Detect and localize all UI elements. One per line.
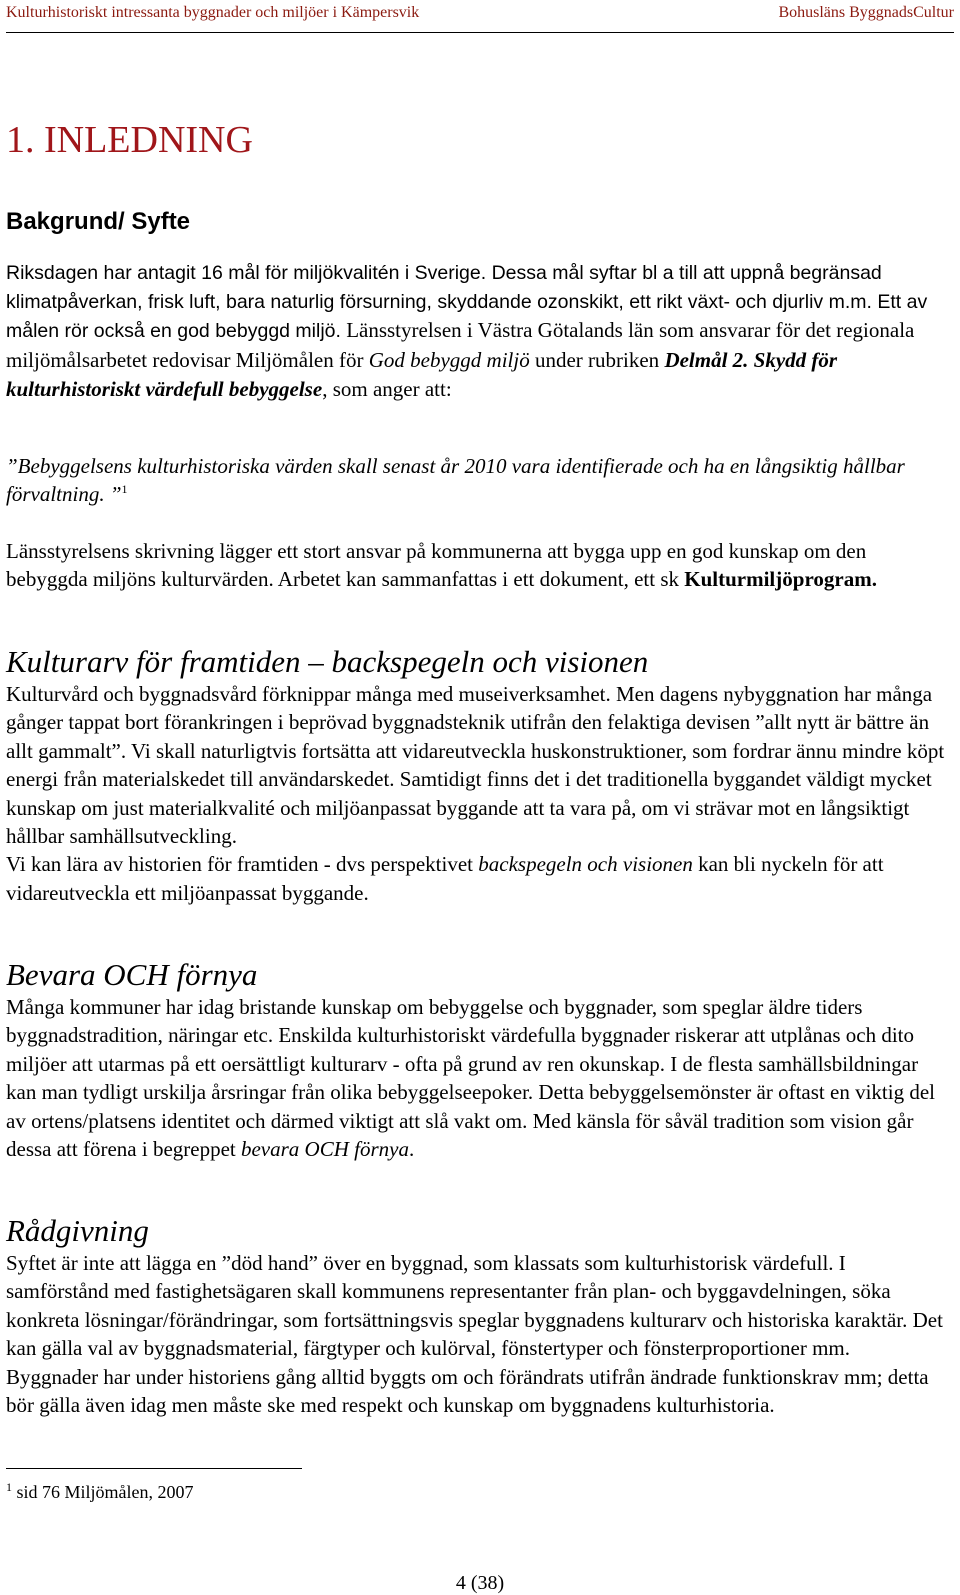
bevara-och-fornya-term: bevara OCH förnya bbox=[240, 1137, 409, 1162]
header-company-name: Bohusläns ByggnadsCultur bbox=[778, 4, 954, 21]
paragraph-lansstyrelsen bbox=[6, 537, 946, 594]
paragraph-bevara-text: Många kommuner har idag bristande kunskap om bebyggelse och byggnader, som speglar äldre tiders byggnadstradition, näringar etc. Enskilda kulturhistoriskt värdefulla byggnader riskerar att utplånas och dito miljöer att utarmas på ett oersättligt kulturarv - ofta på grund av ren okunskap. I de flesta samhällsbildningar kan man tydligt urskilja årsringar från olika bebyggelseepoker. Detta bebyggelsemönster är oftast en viktig del av ortens/platsens identitet och därmed viktigt att slå vakt om. Med känsla för såväl tradition som vision går dessa att förena i begreppet bbox=[6, 995, 935, 1162]
page-number: 4 (38) bbox=[455, 1572, 505, 1594]
footnote-text: sid 76 Miljömålen, 2007 bbox=[12, 1482, 194, 1502]
paragraph-kulturarv-text: Kulturvård och byggnadsvård förknippar många med museiverksamhet. Men dagens nybyggnation har många gånger tappat bort förankringen i beprövad byggnadsteknik utifrån den felaktiga devisen ”allt nytt är bättre än allt gammalt”. Vi skall naturligtvis fortsätta att vidareutveckla huskonstruktioner, som fordrar ännu mindre köpt energi från materialskedet till användarskedet. Samtidigt finns det i det traditionella byggandet väldigt mycket kunskap om just materialkvalité och miljöanpassat byggande att ta vara på, om vi strävar mot en långsiktigt hållbar samhällsutveckling. bbox=[6, 682, 945, 849]
intro-sentence-2: Länsstyrelsen i Västra Götalands län som ansvarar för det regionala miljömålsarbetet redovisar Miljömålen för bbox=[6, 318, 915, 372]
header-divider bbox=[6, 32, 954, 33]
paragraph-kulturarv bbox=[6, 680, 946, 907]
page-header bbox=[6, 4, 954, 28]
kulturmiljoprogram-term: Kulturmiljöprogram. bbox=[684, 567, 877, 592]
header-document-title: Kulturhistoriskt intressanta byggnader och miljöer i Kämpersvik bbox=[6, 4, 420, 21]
backspegeln-term: backspegeln och visionen bbox=[478, 852, 693, 877]
footnote-reference: 1 bbox=[121, 482, 128, 496]
footnote-number: 1 bbox=[6, 1480, 12, 1494]
heading-kulturarv: Kulturarv för framtiden – backspegeln och visionen bbox=[6, 644, 649, 679]
intro-paragraph bbox=[6, 259, 946, 405]
intro-sentence-3: under rubriken bbox=[529, 347, 665, 372]
footnote-divider bbox=[6, 1468, 302, 1469]
quote-text: ”Bebyggelsens kulturhistoriska värden skall senast år 2010 vara identifierade och ha en långsiktig hållbar förvaltning. ” bbox=[6, 454, 905, 506]
intro-delmal-2: Delmål 2. Skydd för kulturhistoriskt värdefull bebyggelse bbox=[6, 347, 838, 401]
paragraph-bevara bbox=[6, 993, 946, 1163]
footnote bbox=[6, 1482, 194, 1503]
quote-paragraph bbox=[6, 452, 946, 508]
paragraph-lansstyrelsen-text: Länsstyrelsens skrivning lägger ett stort ansvar på kommunerna att bygga upp en god kunskap om den bebyggda miljöns kulturvärden. Arbetet kan sammanfattas i ett dokument, ett sk bbox=[6, 539, 867, 592]
paragraph-kulturarv-text-2a: Vi kan lära av historien för framtiden - dvs perspektivet bbox=[6, 852, 479, 877]
intro-sentence-1: Riksdagen har antagit 16 mål för miljökvalitén i Sverige. Dessa mål syftar bl a till att uppnå begränsad klimatpåverkan, frisk luft, bara naturlig försurning, skyddande ozonskikt, ett rikt växt- och djurliv m.m. Ett av målen rör också en god bebyggd miljö. bbox=[6, 262, 928, 342]
chapter-title: 1. INLEDNING bbox=[6, 119, 253, 161]
intro-god-bebyggd-miljo: God bebyggd miljö bbox=[368, 347, 530, 372]
intro-sentence-4: , som anger att: bbox=[322, 377, 452, 401]
paragraph-radgivning: Syftet är inte att lägga en ”död hand” över en byggnad, som klassats som kulturhistorisk värdefull. I samförstånd med fastighetsägaren skall kommunens representanter från plan- och byggavdelningen, söka konkreta lösningar/förändringar, som fortsättningsvis speglar byggnadens kulturarv och historiska karaktär. Det kan gälla val av byggnadsmaterial, färgtyper och kulörval, fönstertyper och fönsterproportioner mm. Byggnader har under historiens gång alltid byggts om och förändrats utifrån ändrade funktionskrav mm; detta bör gälla även idag men måste ske med respekt och kunskap om byggnadens kulturhistoria. bbox=[6, 1251, 943, 1418]
heading-radgivning: Rådgivning bbox=[6, 1213, 149, 1248]
paragraph-bevara-end: . bbox=[408, 1137, 415, 1162]
section-title: Bakgrund/ Syfte bbox=[6, 208, 191, 235]
heading-bevara: Bevara OCH förnya bbox=[6, 957, 258, 992]
paragraph-kulturarv-text-2b: kan bli nyckeln för att vidareutveckla ett miljöanpassat byggande. bbox=[6, 852, 884, 905]
